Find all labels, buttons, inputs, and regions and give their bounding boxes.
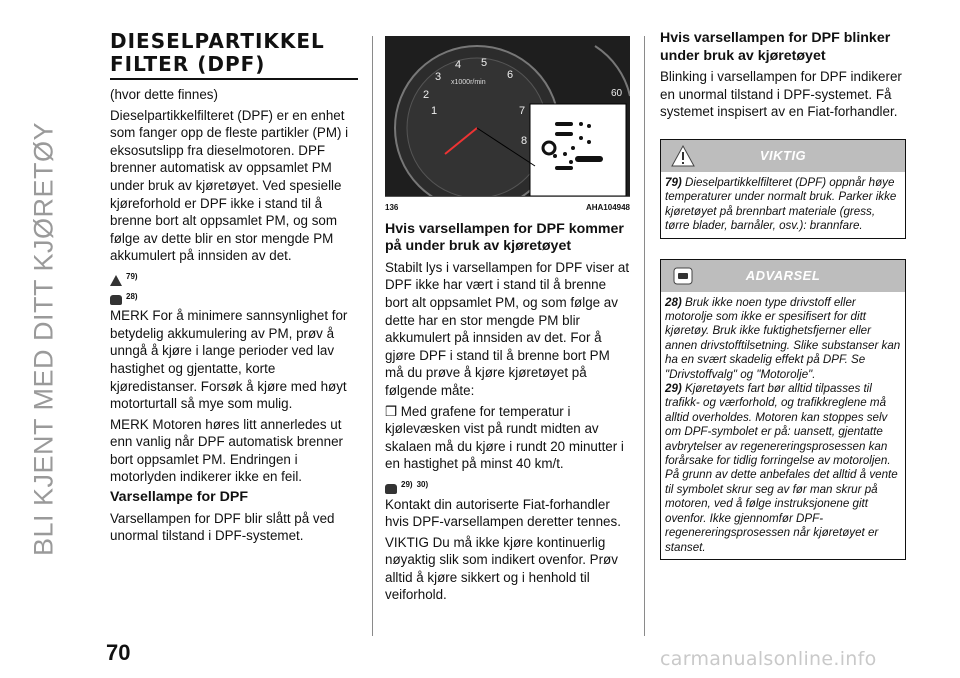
chapter-side-tab: BLI KJENT MED DITT KJØRETØY [28,121,59,557]
section-title-line2: FILTER (DPF) [110,52,266,76]
paragraph: Dieselpartikkelfilteret (DPF) er en enhet som fanger opp de fleste partikler (PM) i eksosutslipp fra dieselmotoren. DPF brenner automatisk av oppsamlet PM under bruk av kjøretøyet. Ved spesielle kjøreforhold er DPF ikke i stand til å brenne bort alt oppsamlet PM, og som følge av dette blir en stor mengde PM akkumulert på innsiden av det. [110,107,349,264]
car-caution-icon [385,484,397,494]
warning-triangle-icon [671,144,695,168]
note-text: Dieselpartikkelfilteret (DPF) oppnår høye temperaturer under normalt bruk. Parker ikke kjøretøyet på brennbart materiale (gress, tørre blader, barnåler, osv.): brannfare. [665,175,897,233]
svg-text:3: 3 [435,71,442,83]
figure-code: AHA104948 [585,203,630,212]
paragraph: MERK Motoren høres litt annerledes ut enn vanlig når DPF automatisk brenner bort oppsamlet PM. Endringen i motorlyden indikerer ikke en feil. [110,416,343,485]
viktig-body [661,172,905,238]
warning-triangle-icon [110,275,122,286]
car-caution-icon [110,295,122,305]
svg-text:2: 2 [423,89,430,101]
column-3 [660,30,906,560]
title-rule [110,78,358,80]
svg-text:6: 6 [507,69,514,81]
note-text: Bruk ikke noen type drivstoff eller motorolje som ikke er spesifisert for ditt kjøretøy. Bruk ikke fuktighetsfjerner eller annen drivstofftilsetning. Slike substanser kan ha en svært skadelig effekt på DPF. Se "Drivstoffvalg" og "Motorolje". [665,295,901,381]
paragraph: Stabilt lys i varsellampen for DPF viser at DPF ikke har vært i stand til å brenne bort alt oppsamlet PM, og som følge av dette har en stor mengde PM blir akkumulert på innsiden av det. For å gjøre DPF i stand til å brenne bort PM må du prøve å kjøre kjøretøyet på følgende måte: [385,259,630,398]
svg-text:5: 5 [481,57,488,69]
paragraph: Blinking i varsellampen for DPF indikerer en unormal tilstand i DPF-systemet. Få systemet inspisert av en Fiat-forhandler. [660,69,902,120]
paragraph: Kontakt din autoriserte Fiat-forhandler hvis DPF-varsellampen deretter tennes. [385,496,621,530]
column-divider-1 [372,36,373,636]
warning-ref [110,268,360,286]
column-divider-2 [644,36,645,636]
figure-number: 136 [385,203,399,212]
column-2 [385,30,630,607]
paragraph: Varsellampen for DPF blir slått på ved unormal tilstand i DPF-systemet. [110,510,335,544]
column-1 [110,30,360,548]
svg-text:7: 7 [519,105,526,117]
gauge-unit-label: x1000r/min [451,79,486,86]
paragraph: (hvor dette finnes) [110,87,218,102]
svg-text:60: 60 [611,88,623,99]
subheading: Hvis varsellampen for DPF blinker under bruk av kjøretøyet [660,30,891,64]
section-title-line1: DIESELPARTIKKEL [110,29,325,53]
advarsel-header [661,260,905,292]
page-number: 70 [106,640,131,665]
ref-number: 28) [126,291,138,301]
note-text: Kjøretøyets fart bør alltid tilpasses til trafikk- og værforhold, og trafikkreglene må alltid overholdes. Motoren kan stoppes selv om DPF-symbolet er på: uansett, gjentatte avbrytelser av regenereringsprosessen kan forårsake for tidlig forringelse av motoroljen. På grunn av dette anbefales det alltid å vente til symbolet skrur seg av før man skrur på motoren, ved å følge instruksjonene gitt ovenfor. Ikke gjennomfør DPF-regenereringsprosessen når kjøretøyet er stanset. [665,382,898,554]
paragraph: VIKTIG Du må ikke kjøre kontinuerlig nøyaktig slik som indikert ovenfor. Prøv alltid å kjøre sikkert og i henhold til veiforhold. [385,534,618,603]
viktig-label: VIKTIG [759,148,807,164]
svg-text:8: 8 [521,135,528,147]
dashboard-figure [385,36,630,196]
ref-number: 29) [401,479,413,489]
svg-text:4: 4 [455,59,462,71]
car-caution-icon [671,264,695,288]
note-number: 28) [665,295,682,309]
watermark: carmanualsonline.info [660,648,877,670]
advarsel-body [661,292,905,559]
note-number: 29) [665,382,682,396]
svg-text:1: 1 [431,105,438,117]
viktig-header [661,140,905,172]
advarsel-label: ADVARSEL [745,267,821,283]
bullet-paragraph: ❒ Med grafene for temperatur i kjølevæsken vist på rundt midten av skalaen må du kjøre i rundt 20 minutter i en hastighet på minst 40 km/t. [385,403,624,472]
note-number: 79) [665,175,682,189]
figure-caption [385,196,630,217]
ref-number: 30) [416,479,429,489]
paragraph: MERK For å minimere sannsynlighet for betydelig akkumulering av PM, prøv å unngå å kjøre i lange perioder ved lav hastighet og gjentatte, korte kjøredistanser. Forsøk å kjøre med høyt motorturtall så mye som mulig. [110,308,348,412]
subheading: Varsellampe for DPF [110,489,248,506]
warning-refs [385,476,630,494]
viktig-box [660,139,906,239]
ref-number: 79) [126,271,138,281]
instrument-cluster-image [385,36,630,196]
advarsel-box [660,259,906,560]
caution-ref [110,288,360,306]
subheading: Hvis varsellampen for DPF kommer på under bruk av kjøretøyet [385,220,624,255]
